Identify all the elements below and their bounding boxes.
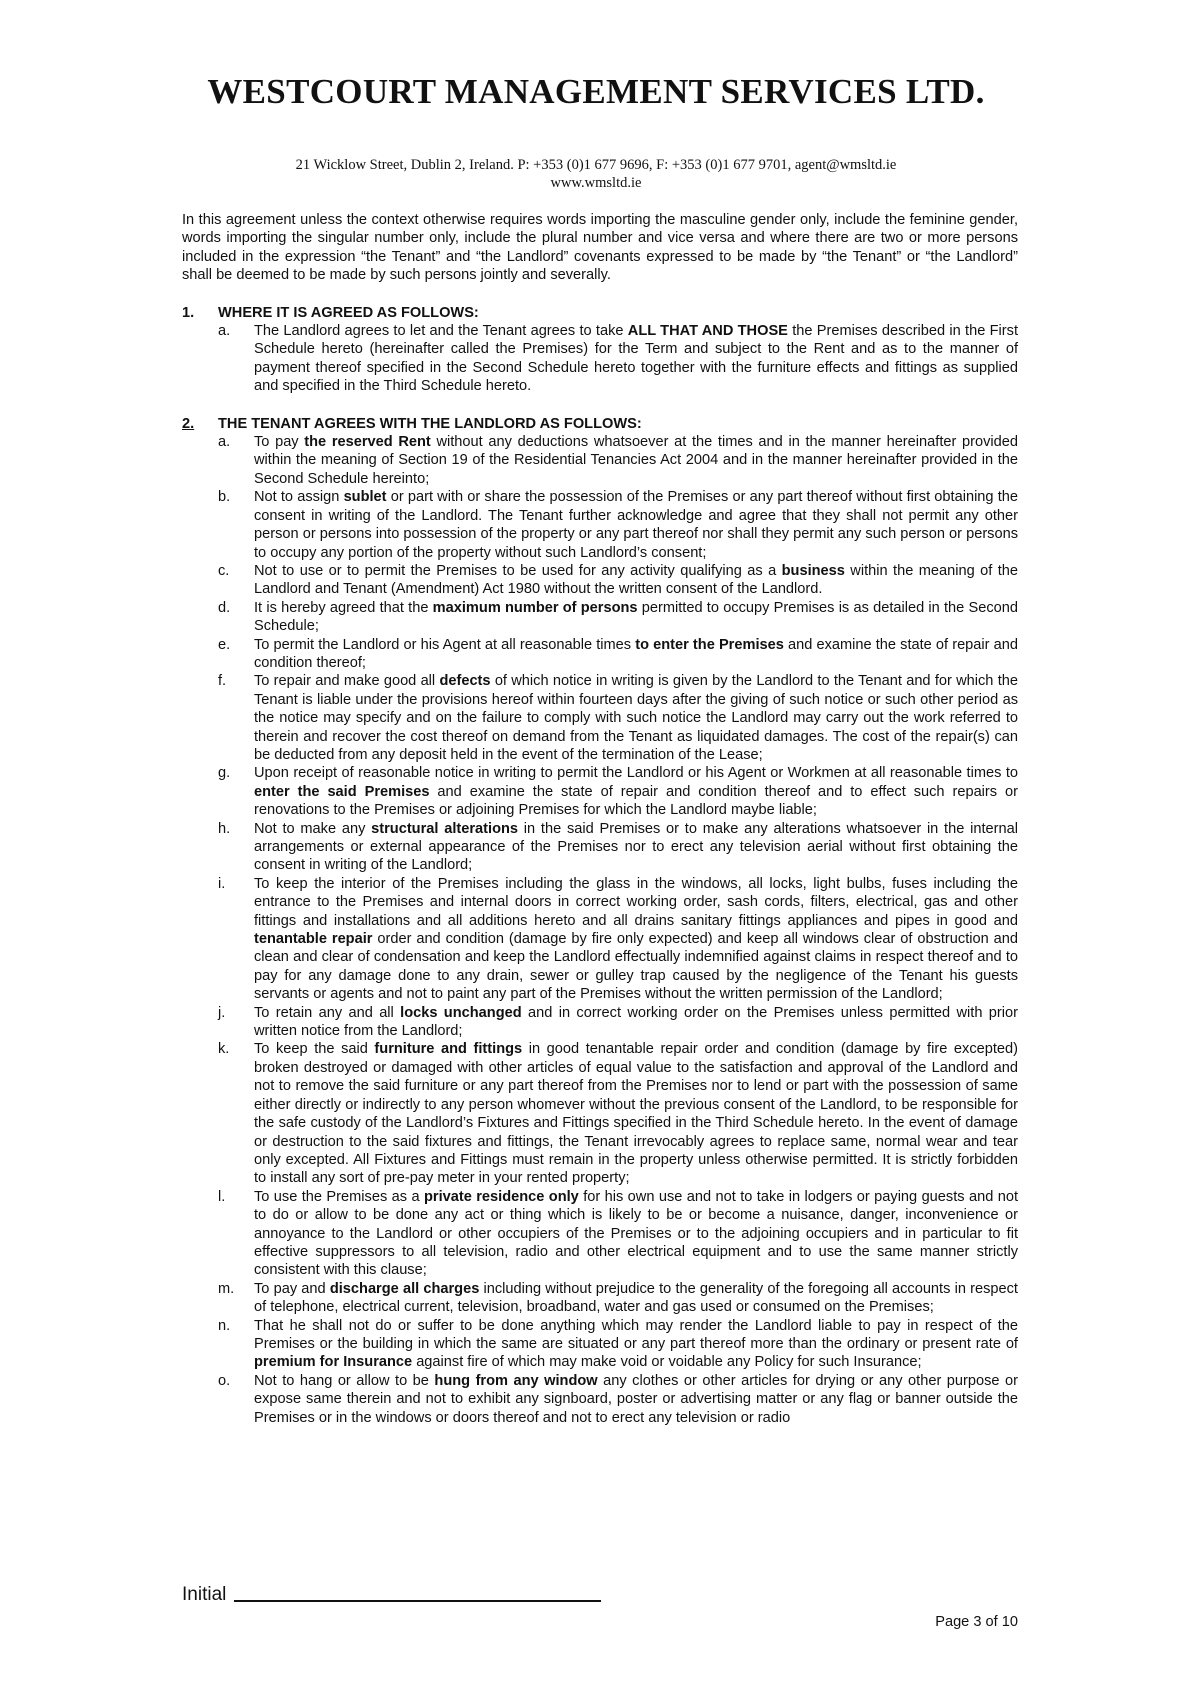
clause-item bbox=[182, 562, 1018, 599]
clause-text-after: order and condition (damage by fire only expected) and keep all windows clear of obstruction and clean and clear of condensation and keep the Landlord effectually indemnified against claims in respect thereof and to pay for any damage done to any drain, sewer or gulley trap caused by the negligence of the Tenant his guests servants or agents and not to paint any part of the Premises without the written permission of the Landlord; bbox=[254, 931, 1018, 1003]
clause-text-after: without any deductions whatsoever at the times and in the manner hereinafter provided within the meaning of Section 19 of the Residential Tenancies Act 2004 and in the manner hereinafter provided in the Second Schedule hereinto; bbox=[254, 434, 1018, 487]
clause-item bbox=[182, 636, 1018, 673]
clause-key-term: structural alterations bbox=[371, 820, 519, 837]
clause-text-before: To retain any and all bbox=[254, 1004, 401, 1021]
section-heading bbox=[182, 304, 1018, 322]
clause-letter: k. bbox=[218, 1041, 230, 1058]
page-number: Page 3 of 10 bbox=[935, 1614, 1018, 1630]
clause-letter: b. bbox=[218, 489, 231, 506]
clause-text-before: To use the Premises as a bbox=[254, 1188, 424, 1205]
clause-text-after: and examine the state of repair and condition thereof; bbox=[254, 636, 1018, 671]
clause-text-before: Not to make any bbox=[254, 820, 372, 837]
agreement-body bbox=[182, 211, 1018, 1427]
clause-text bbox=[254, 1280, 1018, 1317]
clause-text-before: Not to hang or allow to be bbox=[254, 1372, 435, 1389]
clause-letter: f. bbox=[218, 673, 227, 690]
clause-text-after: in the said Premises or to make any alterations whatsoever in the internal arrangements or external appearance of the Premises nor to erect any television aerial without first obtaining the consent in writing of the Landlord; bbox=[254, 820, 1018, 874]
clause-text-before: That he shall not do or suffer to be done anything which may render the Landlord liable to pay in respect of the Premises or the building in which the same are situated or any part thereof more than the ordinary or present rate of bbox=[254, 1317, 1018, 1352]
clause-text-after: any clothes or other articles for drying or any other purpose or expose same therein and not to exhibit any signboard, poster or advertising matter or any flag or banner outside the Premises or in the windows or doors thereof and not to erect any television or radio bbox=[254, 1372, 1019, 1426]
section-1 bbox=[182, 304, 1018, 396]
clause-letter: j. bbox=[218, 1004, 226, 1021]
section-2 bbox=[182, 415, 1018, 1427]
section-number: 2. bbox=[182, 415, 195, 432]
clause-text-after: or part with or share the possession of the Premises or any part thereof without first obtaining the consent in writing of the Landlord. The Tenant further acknowledge and agree that they shall not permit any other person or persons into possession of the property or any part thereof nor shall they permit any such person or persons to occupy any portion of the property without such Landlord’s consent; bbox=[254, 489, 1018, 561]
clause-text-after: and in correct working order on the Premises unless permitted with prior written notice from the Landlord; bbox=[254, 1004, 1019, 1040]
initial-label: Initial bbox=[182, 1584, 227, 1605]
clause-key-term: to enter the Premises bbox=[635, 636, 784, 653]
clause-key-term: ALL THAT AND THOSE bbox=[627, 323, 788, 340]
clause-key-term: discharge all charges bbox=[329, 1280, 480, 1297]
clause-key-term: maximum number of persons bbox=[432, 599, 638, 616]
clause-key-term: tenantable repair bbox=[254, 931, 373, 948]
clause-text bbox=[254, 322, 1018, 396]
clause-item bbox=[182, 672, 1018, 764]
clause-key-term: premium for Insurance bbox=[254, 1354, 413, 1371]
clause-text bbox=[254, 1004, 1018, 1041]
clause-item bbox=[182, 488, 1018, 562]
clause-text bbox=[254, 488, 1018, 562]
address-line: 21 Wicklow Street, Dublin 2, Ireland. P: +353 (0)1 677 9696, F: +353 (0)1 677 9701, agent@wmsltd.ie bbox=[295, 157, 897, 173]
clause-text-before: To keep the interior of the Premises including the glass in the windows, all locks, light bulbs, fuses including the entrance to the Premises and internal doors in correct working order, sash cords, filters, electrical, gas and other fittings and installations and all additions hereto and all drains sanitary fittings appliances and pipes in good and bbox=[254, 875, 1018, 929]
clause-text bbox=[254, 1040, 1018, 1187]
clause-key-term: enter the said Premises bbox=[254, 783, 430, 800]
clause-letter: d. bbox=[218, 599, 231, 616]
clause-text-before: The Landlord agrees to let and the Tenant agrees to take bbox=[254, 323, 628, 340]
clause-text bbox=[254, 599, 1018, 636]
clause-item bbox=[182, 599, 1018, 636]
clause-text bbox=[254, 672, 1018, 764]
clause-text bbox=[254, 1372, 1018, 1427]
clause-text-before: To pay bbox=[254, 434, 305, 451]
section-number: 1. bbox=[182, 304, 195, 321]
clause-letter: m. bbox=[218, 1280, 235, 1297]
clause-text-after: the Premises described in the First Schedule hereto (hereinafter called the Premises) for the Term and subject to the Rent and as to the manner of payment thereof specified in the Second Schedule hereto together with the furniture effects and fittings as supplied and specified in the Third Schedule hereto. bbox=[254, 323, 1018, 395]
clause-item bbox=[182, 1040, 1018, 1187]
clause-key-term: private residence only bbox=[423, 1188, 579, 1205]
website: www.wmsltd.ie bbox=[550, 175, 642, 191]
section-title: WHERE IT IS AGREED AS FOLLOWS: bbox=[218, 304, 479, 321]
clause-text-before: It is hereby agreed that the bbox=[254, 599, 433, 616]
clause-letter: a. bbox=[218, 434, 231, 451]
clause-text-after: in good tenantable repair order and condition (damage by fire excepted) broken destroyed or damaged with other articles of equal value to the satisfaction and approval of the Landlord and not to remove the said furniture or any part thereof from the Premises nor to lend or part with the possession of same either directly or indirectly to any person whomever without the previous consent of the Landlord, to be responsible for the safe custody of the Landlord’s Fixtures and Fittings specified in the Third Schedule hereto. In the event of damage or destruction to the said fixtures and fittings, the Tenant irrevocably agrees to replace same, normal wear and tear only excepted. All Fixtures and Fittings must remain in the property unless otherwise permitted. It is strictly forbidden to install any sort of pre-pay meter in your rented property; bbox=[254, 1041, 1018, 1187]
intro-paragraph: In this agreement unless the context otherwise requires words importing the masculine gender only, include the feminine gender, words importing the singular number only, include the plural number and vice versa and where there are two or more persons included in the expression “the Tenant” and “the Landlord” covenants expressed to be made by “the Tenant” or “the Landlord” shall be deemed to be made by such persons jointly and severally. bbox=[182, 212, 1018, 284]
clause-text bbox=[254, 875, 1018, 1004]
clause-text bbox=[254, 1317, 1018, 1372]
clause-text bbox=[254, 562, 1018, 599]
clause-key-term: the reserved Rent bbox=[304, 434, 431, 451]
clause-letter: g. bbox=[218, 765, 231, 782]
company-name: WESTCOURT MANAGEMENT SERVICES LTD. bbox=[207, 72, 985, 111]
clause-text-after: and examine the state of repair and condition thereof and to effect such repairs or renovations to the Premises or adjoining Premises for which the Landlord maybe liable; bbox=[254, 783, 1018, 819]
clause-key-term: hung from any window bbox=[434, 1372, 598, 1389]
clause-key-term: furniture and fittings bbox=[374, 1041, 523, 1058]
clause-text-after: including without prejudice to the generality of the foregoing all accounts in respect of telephone, electrical current, television, broadband, water and gas used or consumed on the Premises; bbox=[254, 1280, 1018, 1316]
clause-key-term: sublet bbox=[343, 489, 387, 506]
clause-text bbox=[254, 636, 1018, 673]
clause-letter: h. bbox=[218, 820, 231, 837]
sections bbox=[182, 304, 1018, 1427]
clause-item bbox=[182, 1280, 1018, 1317]
clause-item bbox=[182, 820, 1018, 875]
clause-text-before: To permit the Landlord or his Agent at all reasonable times bbox=[254, 636, 636, 653]
section-title: THE TENANT AGREES WITH THE LANDLORD AS FOLLOWS: bbox=[218, 415, 642, 432]
clause-letter: c. bbox=[218, 562, 230, 579]
clause-text-before: Upon receipt of reasonable notice in writing to permit the Landlord or his Agent or Workmen at all reasonable times to bbox=[254, 765, 1018, 782]
clause-text-before: To pay and bbox=[254, 1280, 330, 1297]
section-heading bbox=[182, 415, 1018, 433]
clause-item bbox=[182, 322, 1018, 396]
clause-item bbox=[182, 1372, 1018, 1427]
clause-list bbox=[182, 433, 1018, 1427]
clause-text-before: Not to use or to permit the Premises to be used for any activity qualifying as a bbox=[254, 562, 782, 579]
clause-text-after: of which notice in writing is given by the Landlord to the Tenant and for which the Tenant is liable under the provisions hereof within fourteen days after the giving of such notice or such other period as the notice may specify and on the failure to comply with such notice the Landlord may carry out the work referred to therein and recover the cost thereof on demand from the Tenant as liquidated damages. The cost of the repair(s) can be deducted from any deposit held in the event of the termination of the Lease; bbox=[254, 673, 1018, 763]
clause-text bbox=[254, 764, 1018, 819]
clause-text-after: for his own use and not to take in lodgers or paying guests and not to do or allow to be done any act or thing which is likely to be or become a nuisance, danger, inconvenience or annoyance to the Landlord or other occupiers of the Premises or to the adjoining occupiers and in particular to fit effective suppressors to all television, radio and other electrical equipment and to use the same manner strictly consistent with this clause; bbox=[254, 1188, 1018, 1279]
contact-block bbox=[0, 156, 1192, 192]
clause-letter: a. bbox=[218, 323, 231, 340]
clause-text-before: Not to assign bbox=[254, 489, 344, 506]
clause-text bbox=[254, 433, 1018, 488]
clause-item bbox=[182, 1317, 1018, 1372]
clause-item bbox=[182, 764, 1018, 819]
clause-text-after: permitted to occupy Premises is as detailed in the Second Schedule; bbox=[254, 599, 1019, 635]
clause-letter: e. bbox=[218, 636, 231, 653]
clause-letter: n. bbox=[218, 1317, 231, 1334]
initial-signature-line[interactable] bbox=[234, 1600, 601, 1602]
clause-text bbox=[254, 820, 1018, 875]
clause-item bbox=[182, 1188, 1018, 1280]
clause-text-after: within the meaning of the Landlord and Tenant (Amendment) Act 1980 without the written consent of the Landlord. bbox=[254, 562, 1018, 598]
clause-key-term: defects bbox=[439, 673, 491, 690]
clause-key-term: locks unchanged bbox=[400, 1004, 522, 1021]
clause-item bbox=[182, 875, 1018, 1004]
clause-list bbox=[182, 322, 1018, 396]
clause-letter: l. bbox=[218, 1188, 226, 1205]
clause-key-term: business bbox=[781, 562, 845, 579]
clause-text bbox=[254, 1188, 1018, 1280]
initial-row bbox=[182, 1584, 601, 1606]
clause-text-before: To repair and make good all bbox=[254, 673, 440, 690]
clause-letter: o. bbox=[218, 1372, 231, 1389]
clause-item bbox=[182, 433, 1018, 488]
clause-item bbox=[182, 1004, 1018, 1041]
clause-text-before: To keep the said bbox=[254, 1041, 375, 1058]
clause-text-after: against fire of which may make void or voidable any Policy for such Insurance; bbox=[412, 1354, 922, 1371]
clause-letter: i. bbox=[218, 875, 226, 892]
